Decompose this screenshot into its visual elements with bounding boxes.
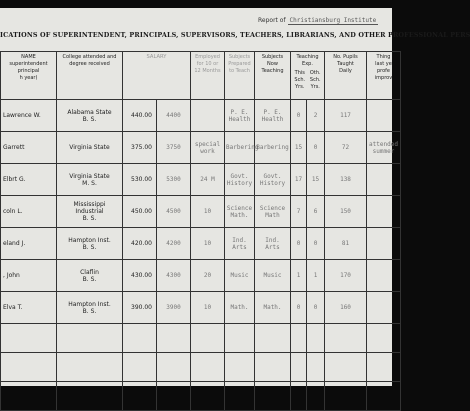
subjects-now: Science Math — [255, 196, 291, 228]
salary-monthly: 430.00 — [123, 260, 157, 292]
staff-name: , John — [1, 260, 57, 292]
exp-other-school: 15 — [307, 164, 325, 196]
blank-cell — [367, 382, 401, 411]
blank-cell — [57, 382, 123, 411]
blank-cell — [191, 353, 225, 382]
subjects-prepared: Math. — [225, 292, 255, 324]
salary-monthly: 440.00 — [123, 100, 157, 132]
table-row — [1, 260, 401, 292]
college-degree: Hampton Inst. B. S. — [57, 228, 123, 260]
table-row — [1, 132, 401, 164]
salary-monthly: 375.00 — [123, 132, 157, 164]
exp-this-school: 7 — [291, 196, 307, 228]
table-row — [1, 292, 401, 324]
subjects-now: Math. — [255, 292, 291, 324]
salary-annual: 4200 — [157, 228, 191, 260]
things-improvement — [367, 260, 401, 292]
table-row — [1, 228, 401, 260]
employed-months: special work — [191, 132, 225, 164]
employed-months: 20 — [191, 260, 225, 292]
blank-cell — [291, 382, 307, 411]
blank-cell — [225, 353, 255, 382]
report-sheet — [0, 8, 470, 386]
header-subjects-prepared: Subjects Prepared to Teach — [225, 52, 255, 100]
exp-other-school: 2 — [307, 100, 325, 132]
report-of-line — [258, 17, 378, 24]
things-improvement — [367, 228, 401, 260]
blank-cell — [307, 353, 325, 382]
header-name: NAME superintendent principal h year) — [1, 52, 57, 100]
exp-other-school: 0 — [307, 292, 325, 324]
blank-cell — [1, 382, 57, 411]
blank-row — [1, 353, 401, 382]
things-improvement — [367, 100, 401, 132]
blank-cell — [123, 324, 157, 353]
employed-months: 24 M — [191, 164, 225, 196]
pupils-daily: 138 — [325, 164, 367, 196]
blank-cell — [1, 353, 57, 382]
staff-name: eland J. — [1, 228, 57, 260]
blank-row — [1, 324, 401, 353]
blank-cell — [367, 353, 401, 382]
salary-annual: 5300 — [157, 164, 191, 196]
pupils-daily: 160 — [325, 292, 367, 324]
things-improvement — [367, 196, 401, 228]
blank-cell — [157, 382, 191, 411]
exp-this-school: 1 — [291, 260, 307, 292]
salary-annual: 4400 — [157, 100, 191, 132]
exp-this-school: 0 — [291, 228, 307, 260]
staff-name: Elbrt G. — [1, 164, 57, 196]
blank-cell — [191, 324, 225, 353]
exp-other-school: 0 — [307, 132, 325, 164]
staff-name: coln L. — [1, 196, 57, 228]
subjects-now: Ind. Arts — [255, 228, 291, 260]
pupils-daily: 81 — [325, 228, 367, 260]
blank-cell — [255, 353, 291, 382]
salary-annual: 4500 — [157, 196, 191, 228]
header-subjects-now: Subjects Now Teaching — [255, 52, 291, 100]
header-exp-this: This Sch. Yrs. — [294, 70, 306, 90]
header-teaching-exp: Teaching Exp. This Sch. Yrs. Oth. Sch. Yrs. — [291, 52, 325, 100]
staff-name: Garrett — [1, 132, 57, 164]
header-employed: Employed for 10 or 12 Months — [191, 52, 225, 100]
things-improvement — [367, 164, 401, 196]
employed-months — [191, 100, 225, 132]
staff-table-body — [1, 100, 401, 411]
blank-cell — [225, 324, 255, 353]
pupils-daily: 150 — [325, 196, 367, 228]
subjects-prepared: Barbering — [225, 132, 255, 164]
subjects-prepared: Govt. History — [225, 164, 255, 196]
header-pupils: No. Pupils Taught Daily — [325, 52, 367, 100]
staff-name: Elva T. — [1, 292, 57, 324]
blank-cell — [307, 382, 325, 411]
blank-cell — [255, 382, 291, 411]
form-title: ICATIONS OF SUPERINTENDENT, PRINCIPALS, SUPERVISORS, TEACHERS, LIBRARIANS, AND OTHER PROFESSIONAL PERS — [0, 31, 470, 39]
pupils-daily: 117 — [325, 100, 367, 132]
college-degree: Mississippi Industrial B. S. — [57, 196, 123, 228]
blank-cell — [367, 324, 401, 353]
subjects-now: Music — [255, 260, 291, 292]
employed-months: 10 — [191, 292, 225, 324]
subjects-now: P. E. Health — [255, 100, 291, 132]
blank-cell — [225, 382, 255, 411]
pupils-daily: 72 — [325, 132, 367, 164]
blank-cell — [291, 353, 307, 382]
college-degree: Hampton Inst. B. S. — [57, 292, 123, 324]
things-improvement — [367, 292, 401, 324]
blank-cell — [255, 324, 291, 353]
exp-this-school: 15 — [291, 132, 307, 164]
pupils-daily: 170 — [325, 260, 367, 292]
salary-monthly: 450.00 — [123, 196, 157, 228]
header-exp-other: Oth. Sch. Yrs. — [309, 70, 321, 90]
salary-annual: 3750 — [157, 132, 191, 164]
salary-annual: 4300 — [157, 260, 191, 292]
exp-this-school: 17 — [291, 164, 307, 196]
blank-cell — [123, 382, 157, 411]
institution-name: Christiansburg Institute — [289, 17, 377, 24]
blank-cell — [1, 324, 57, 353]
exp-other-school: 0 — [307, 228, 325, 260]
blank-cell — [157, 353, 191, 382]
subjects-prepared: Science Math. — [225, 196, 255, 228]
blank-cell — [325, 353, 367, 382]
blank-cell — [123, 353, 157, 382]
college-degree: Alabama State B. S. — [57, 100, 123, 132]
salary-monthly: 530.00 — [123, 164, 157, 196]
staff-table — [0, 51, 401, 411]
exp-this-school: 0 — [291, 100, 307, 132]
blank-cell — [57, 353, 123, 382]
subjects-prepared: Music — [225, 260, 255, 292]
employed-months: 10 — [191, 228, 225, 260]
header-things: Thing last ye profe improv — [367, 52, 401, 100]
blank-cell — [325, 382, 367, 411]
header-salary: SALARY — [123, 52, 191, 100]
table-row — [1, 100, 401, 132]
salary-monthly: 390.00 — [123, 292, 157, 324]
things-improvement: attended summer — [367, 132, 401, 164]
college-degree: Claflin B. S. — [57, 260, 123, 292]
blank-cell — [291, 324, 307, 353]
exp-other-school: 1 — [307, 260, 325, 292]
blank-cell — [325, 324, 367, 353]
blank-cell — [307, 324, 325, 353]
header-college: College attended and degree received — [57, 52, 123, 100]
blank-row — [1, 382, 401, 411]
blank-cell — [57, 324, 123, 353]
salary-annual: 3900 — [157, 292, 191, 324]
report-of-label: Report of — [258, 17, 286, 24]
employed-months: 10 — [191, 196, 225, 228]
table-row — [1, 164, 401, 196]
blank-cell — [157, 324, 191, 353]
exp-this-school: 0 — [291, 292, 307, 324]
table-row — [1, 196, 401, 228]
exp-other-school: 6 — [307, 196, 325, 228]
staff-name: Lawrence W. — [1, 100, 57, 132]
college-degree: Virginia State — [57, 132, 123, 164]
college-degree: Virginia State M. S. — [57, 164, 123, 196]
header-row — [1, 52, 401, 100]
subjects-prepared: Ind. Arts — [225, 228, 255, 260]
subjects-prepared: P. E. Health — [225, 100, 255, 132]
salary-monthly: 420.00 — [123, 228, 157, 260]
blank-cell — [191, 382, 225, 411]
subjects-now: Barbering — [255, 132, 291, 164]
subjects-now: Govt. History — [255, 164, 291, 196]
